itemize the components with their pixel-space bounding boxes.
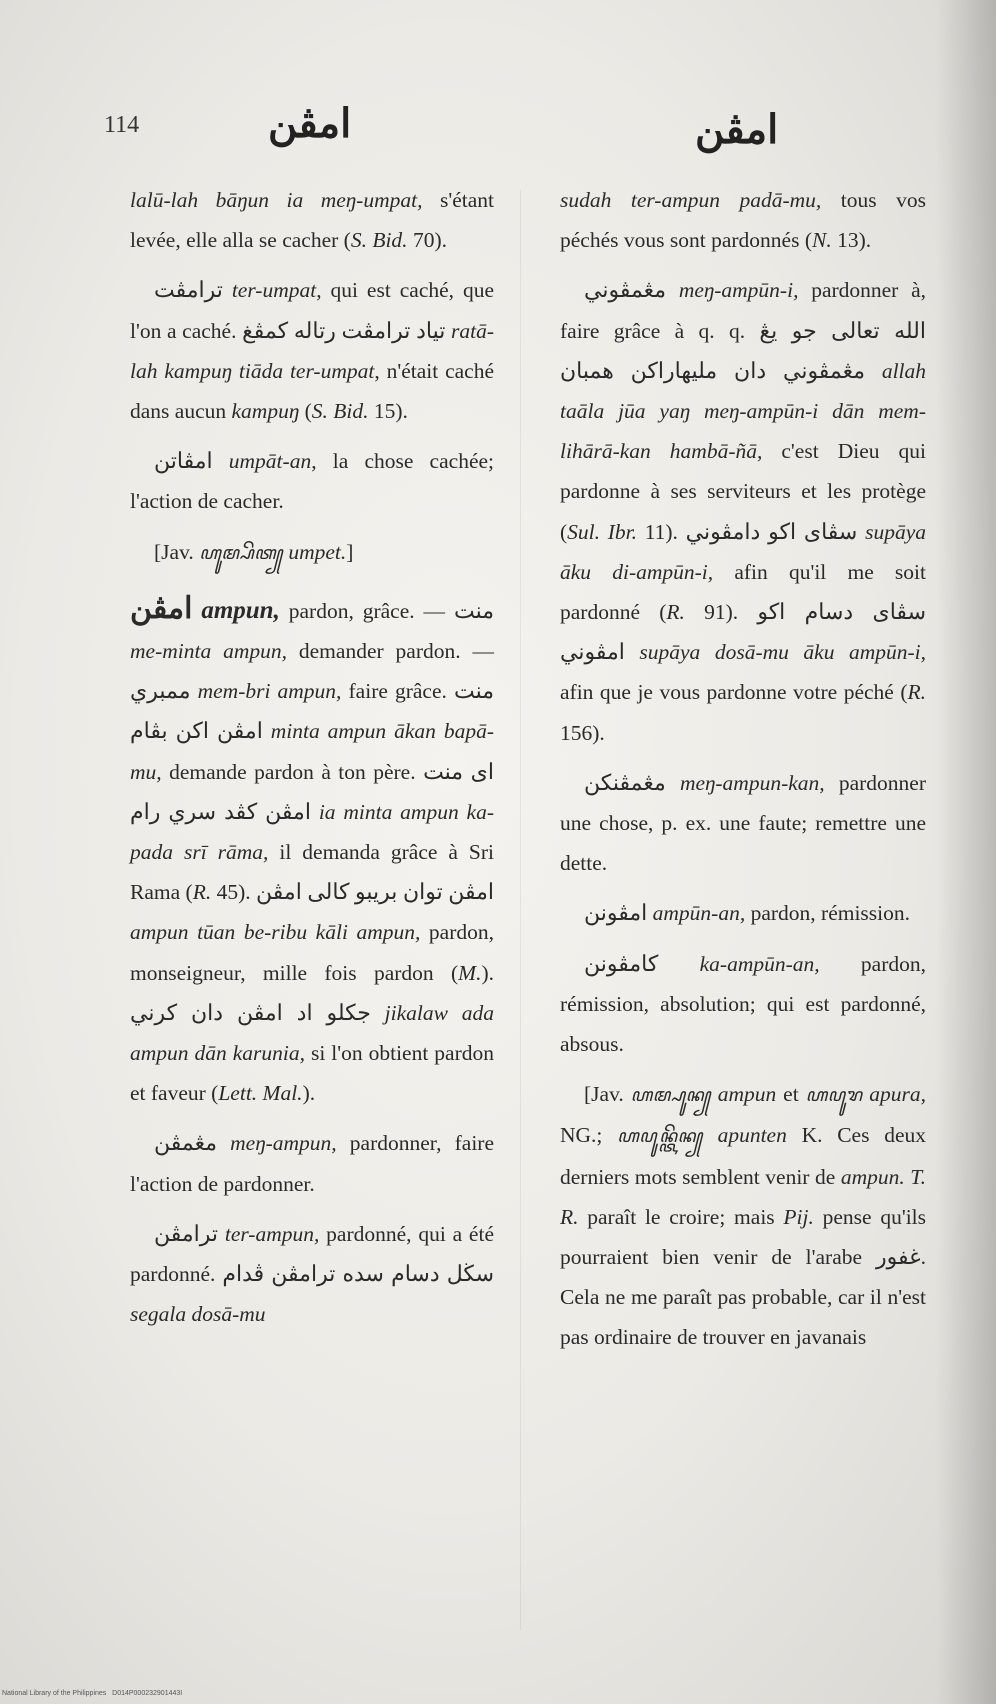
sub-entry-meng-ampun: مڠمڤن meŋ-ampun, pardonner, faire l'action de pardonner.	[130, 1130, 494, 1196]
right-column	[560, 180, 926, 1358]
sub-entry-ampun-an: امڤونن ampūn-an, pardon, rémission.	[584, 900, 911, 926]
right-running-headword: امڤن	[695, 107, 779, 152]
page-edge-shadow	[936, 0, 996, 1704]
entry-continuation: lalū-lah bāŋun ia meŋ-umpat, s'étant levée, elle alla se cacher (S. Bid. 70).	[130, 188, 494, 253]
sub-entry-ter-umpat: ترامڤت ter-umpat, qui est caché, que l'on a caché. رتاله كمڤغ تياد ترامڤت ratā-lah kampuŋ tiāda ter-umpat, n'était caché dans aucun kampuŋ (S. Bid. 15).	[130, 277, 495, 424]
column-gutter	[520, 190, 521, 1630]
sub-entry-meng-ampun-kan: مڠمڤنكن meŋ-ampun-kan, pardonner une chose, p. ex. une faute; remettre une dette.	[560, 769, 927, 876]
left-column	[130, 180, 494, 1334]
javanese-etymology-note: [Jav. ꦲꦩ꧀ꦥꦸꦤ꧀ ampun et ꦲꦥꦸꦫ apura, NG.; ꦲꦥꦸꦤ꧀ꦠꦼꦤ꧀ apunten K. Ces deux derniers mots semblent venir de ampun. T. R. paraît le croire; mais Pij. pense qu'ils pourraient bien venir de l'arabe غفور. Cela ne me paraît pas probable, car il n'est pas ordinaire de trouver en javanais	[560, 1082, 927, 1350]
page-number: 114	[104, 112, 140, 138]
sub-entry-umpat-an: امڤاتن umpāt-an, la chose cachée; l'action de cacher.	[130, 448, 494, 514]
sub-entry-ka-ampun-an: كامڤونن ka-ampūn-an, pardon, rémission, absolution; qui est pardonné, absous.	[560, 950, 927, 1057]
left-running-headword: امڤن	[268, 101, 352, 146]
sub-entry-meng-ampun-i: مڠمڤوني meŋ-ampūn-i, pardonner à, faire grâce à q. q. الله تعالى جو يڠ مڠمڤوني دان مليهاراكن همبان allah taāla jūa yaŋ meŋ-ampūn-i dān mem-lihārā-kan hambā-ñā, c'est Dieu qui pardonne à ses serviteurs et les protège (Sul. Ibr. 11). سڤاى اكو دامڤوني supāya āku di-ampūn-i, afin qu'il me soit pardonné (R. 91). سڤاى دسام اكو امڤوني supāya dosā-mu āku ampūn-i, afin que je vous pardonne votre péché (R. 156).	[560, 277, 927, 745]
main-entry-ampun: امڤن ampun, pardon, grâce. — منت me-minta ampun, demander pardon. — ممبري mem-bri ampun, faire grâce. منت امڤن اكن بڤام minta ampun ākan bapā-mu, demande pardon à ton père. اى منت امڤن كڤد سري رام ia minta ampun ka-pada srī rāma, il demanda grâce à Sri Rama (R. 45). امڤن توان بريبو كالى امڤن ampun tūan be-ribu kāli ampun, pardon, monseigneur, mille fois pardon (M.). جكلو اد امڤن دان كرني jikalaw ada ampun dān karunia, si l'on obtient pardon et faveur (Lett. Mal.).	[130, 591, 495, 1106]
scan-footer: National Library of the Philippines D014P000232901443I	[2, 1690, 183, 1697]
sub-entry-ter-ampun: ترامڤن ter-ampun, pardonné, qui a été pardonné. سڬل دسام سده ترامڤن ڤدام segala dosā-mu	[130, 1220, 495, 1327]
entry-continuation-right: sudah ter-ampun padā-mu, tous vos péchés vous sont pardonnés (N. 13).	[560, 188, 926, 253]
javanese-note: [Jav. ꦲꦸꦩ꧀ꦥꦼꦠ꧀ umpet.]	[154, 539, 354, 564]
